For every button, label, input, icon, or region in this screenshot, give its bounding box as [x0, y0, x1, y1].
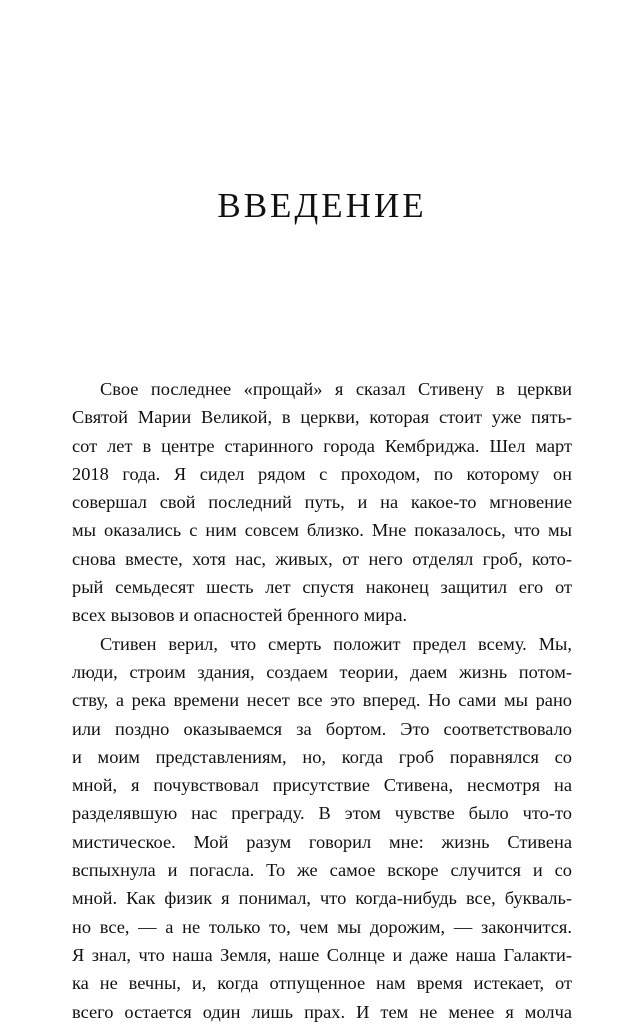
text-line: Свое последнее «прощай» я сказал Стивену в церкви: [100, 379, 572, 399]
text-line: Святой Марии Великой, в церкви, которая стоит уже пять-: [72, 407, 572, 428]
text-line: Я знал, что наша Земля, наше Солнце и даже наша Галакти-: [72, 944, 572, 965]
chapter-title: ВВЕДЕНИЕ: [217, 186, 427, 225]
text-line: Стивен верил, что смерть положит предел всему. Мы,: [100, 633, 572, 654]
text-line: снова вместе, хотя нас, живых, от него отделял гроб, кото-: [72, 548, 572, 569]
text-line: ка не вечны, и, когда отпущенное нам время истекает, от: [72, 973, 572, 994]
text-line: всех вызовов и опасностей бренного мира.: [72, 605, 408, 626]
text-line: вспыхнула и погасла. То же самое вскоре случится и со: [72, 860, 572, 881]
text-line: или поздно оказываемся за бортом. Это соответствовало: [72, 718, 572, 739]
text-line: рый семьдесят шесть лет спустя наконец защитил его от: [72, 577, 572, 598]
paragraph: [72, 630, 572, 1026]
text-line: мной, я почувствовал присутствие Стивена, несмотря на: [72, 775, 572, 796]
text-line: и моим представлениям, но, когда гроб поравнялся со: [72, 746, 572, 767]
text-line: но все, — а не только то, чем мы дорожим, — закончится.: [72, 916, 572, 937]
text-line: 2018 года. Я сидел рядом с проходом, по которому он: [72, 463, 572, 484]
text-line: совершал свой последний путь, и на какое-то мгновение: [72, 492, 572, 513]
text-line: всего остается один лишь прах. И тем не менее я молча: [72, 1001, 572, 1022]
body-text: [72, 375, 572, 1026]
text-line: разделявшую нас преграду. В этом чувстве было что-то: [72, 803, 572, 824]
text-line: ству, а река времени несет все это вперед. Но сами мы рано: [72, 690, 572, 711]
text-line: сот лет в центре старинного города Кембриджа. Шел март: [72, 435, 572, 456]
paragraph: [72, 375, 572, 630]
text-line: мной. Как физик я понимал, что когда-нибудь все, букваль-: [72, 888, 572, 909]
text-line: люди, строим здания, создаем теории, даем жизнь потом-: [72, 661, 572, 682]
text-line: мы оказались с ним совсем близко. Мне показалось, что мы: [72, 520, 572, 541]
text-line: мистическое. Мой разум говорил мне: жизнь Стивена: [72, 831, 572, 852]
